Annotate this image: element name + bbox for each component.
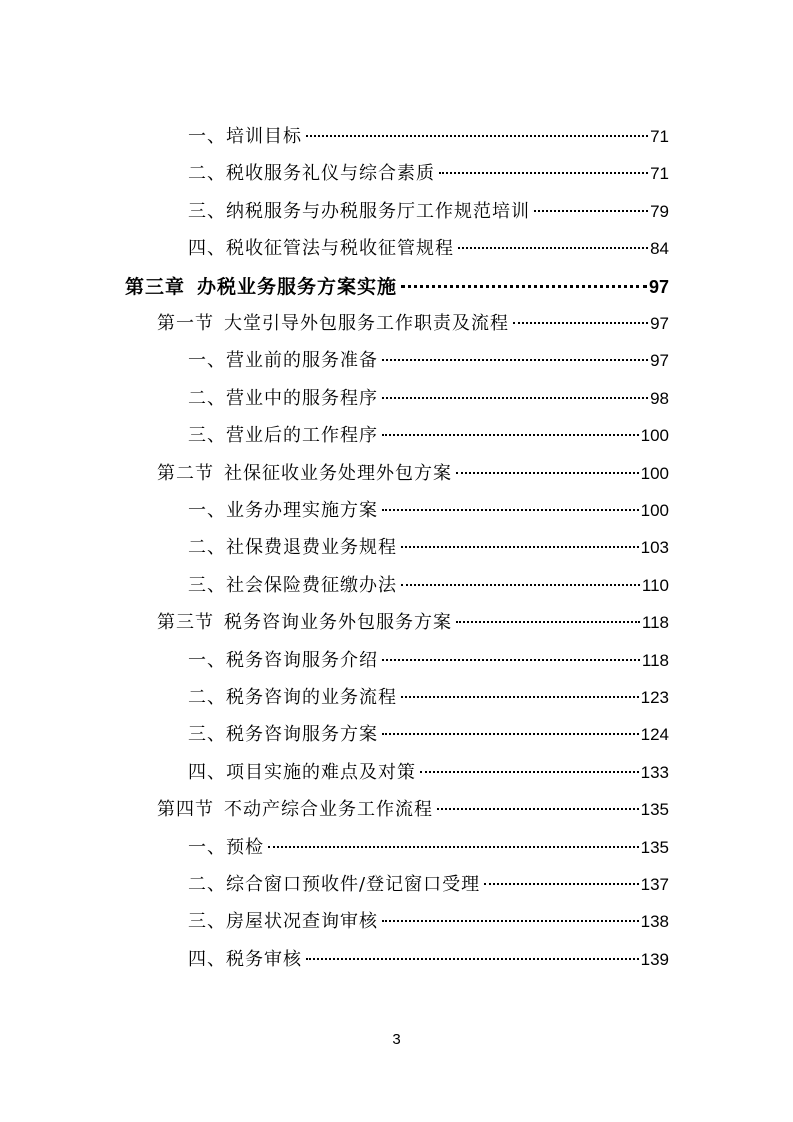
toc-entry-item[interactable] xyxy=(188,160,669,188)
toc-entry-number: 一、 xyxy=(188,836,226,858)
toc-entry-item[interactable] xyxy=(188,684,669,712)
toc-dot-leader xyxy=(382,920,639,922)
toc-entry-page-number: 123 xyxy=(640,688,669,707)
toc-entry-item[interactable] xyxy=(188,759,669,787)
toc-entry-page-number: 138 xyxy=(640,912,669,932)
toc-entry-number: 四、 xyxy=(188,761,226,783)
toc-entry-title: 业务办理实施方案 xyxy=(226,500,378,521)
toc-entry-page-number: 100 xyxy=(640,426,669,446)
toc-dot-leader xyxy=(382,434,639,436)
toc-entry-number: 二、 xyxy=(188,687,226,708)
toc-entry-item[interactable] xyxy=(188,572,669,600)
toc-entry-number: 一、 xyxy=(188,126,226,147)
toc-entry-title: 综合窗口预收件/登记窗口受理 xyxy=(226,874,481,895)
toc-dot-leader xyxy=(456,621,640,623)
toc-entry-title: 税收征管法与税收征管规程 xyxy=(226,238,454,260)
toc-dot-leader xyxy=(306,958,639,960)
toc-entry-page-number: 79 xyxy=(650,201,669,221)
toc-entry-number: 第四节 xyxy=(157,799,214,821)
toc-entry-number: 一、 xyxy=(188,649,226,671)
toc-entry-number: 三、 xyxy=(188,724,226,746)
toc-entry-title: 社会保险费征缴办法 xyxy=(226,574,397,596)
toc-entry-number: 二、 xyxy=(188,387,226,409)
toc-entry-page-number: 135 xyxy=(640,800,669,820)
toc-entry-page-number: 118 xyxy=(641,650,669,670)
toc-entry-title: 营业后的工作程序 xyxy=(226,425,378,447)
toc-entry-number: 一、 xyxy=(188,350,226,372)
toc-entry-page-number: 124 xyxy=(640,725,669,745)
toc-entry-chapter[interactable] xyxy=(125,273,669,301)
toc-dot-leader xyxy=(534,210,648,212)
toc-entry-number: 三、 xyxy=(188,574,226,596)
toc-dot-leader xyxy=(439,172,648,174)
toc-entry-item[interactable] xyxy=(188,534,669,562)
toc-entry-title: 大堂引导外包服务工作职责及流程 xyxy=(224,313,509,334)
toc-entry-section[interactable] xyxy=(157,460,669,488)
toc-entry-item[interactable] xyxy=(188,946,669,974)
toc-entry-title: 税务审核 xyxy=(226,948,302,970)
toc-entry-page-number: 97 xyxy=(650,351,669,371)
toc-entry-title: 税务咨询的业务流程 xyxy=(226,687,397,708)
toc-entry-title: 预检 xyxy=(226,836,264,858)
toc-entry-title: 房屋状况查询审核 xyxy=(226,911,378,933)
toc-entry-item[interactable] xyxy=(188,123,669,151)
toc-entry-title: 社保征收业务处理外包方案 xyxy=(224,462,452,484)
toc-entry-item[interactable] xyxy=(188,422,669,450)
toc-entry-page-number: 103 xyxy=(640,538,669,558)
toc-entry-title: 不动产综合业务工作流程 xyxy=(224,799,433,821)
toc-entry-item[interactable] xyxy=(188,497,669,525)
toc-entry-number: 三、 xyxy=(188,911,226,933)
toc-entry-item[interactable] xyxy=(188,647,669,675)
toc-dot-leader xyxy=(268,846,639,848)
toc-entry-item[interactable] xyxy=(188,198,669,226)
page-number: 3 xyxy=(392,1031,401,1048)
toc-dot-leader xyxy=(382,397,648,399)
toc-entry-item[interactable] xyxy=(188,385,669,413)
toc-entry-number: 第一节 xyxy=(157,313,214,334)
toc-entry-title: 税务咨询业务外包服务方案 xyxy=(224,612,452,634)
toc-entry-number: 二、 xyxy=(188,874,226,895)
toc-entry-page-number: 100 xyxy=(640,463,669,483)
toc-dot-leader xyxy=(382,659,640,661)
toc-entry-page-number: 71 xyxy=(650,164,669,184)
toc-dot-leader xyxy=(401,285,647,288)
toc-entry-title: 培训目标 xyxy=(226,126,302,147)
toc-entry-title: 营业前的服务准备 xyxy=(226,350,378,372)
toc-dot-leader xyxy=(401,584,640,586)
toc-entry-title: 社保费退费业务规程 xyxy=(226,537,397,559)
toc-entry-title: 税务咨询服务介绍 xyxy=(226,649,378,671)
toc-entry-page-number: 110 xyxy=(641,575,669,595)
toc-entry-number: 第三节 xyxy=(157,612,214,634)
toc-entry-page-number: 71 xyxy=(650,127,669,146)
toc-entry-page-number: 84 xyxy=(650,239,669,259)
toc-dot-leader xyxy=(513,322,648,324)
toc-entry-number: 四、 xyxy=(188,238,226,260)
toc-entry-title: 税务咨询服务方案 xyxy=(226,724,378,746)
toc-dot-leader xyxy=(382,733,639,735)
toc-entry-number: 一、 xyxy=(188,500,226,521)
toc-entry-section[interactable] xyxy=(157,310,669,338)
toc-entry-item[interactable] xyxy=(188,235,669,263)
toc-dot-leader xyxy=(456,472,639,474)
toc-dot-leader xyxy=(401,546,639,548)
toc-entry-page-number: 118 xyxy=(641,613,669,633)
toc-entry-number: 三、 xyxy=(188,425,226,447)
toc-entry-page-number: 98 xyxy=(650,388,669,408)
toc-entry-number: 四、 xyxy=(188,948,226,970)
toc-entry-number: 二、 xyxy=(188,163,226,185)
toc-entry-item[interactable] xyxy=(188,908,669,936)
toc-dot-leader xyxy=(420,771,639,773)
toc-entry-number: 三、 xyxy=(188,200,226,222)
toc-entry-section[interactable] xyxy=(157,609,669,637)
toc-entry-page-number: 133 xyxy=(640,762,669,782)
toc-entry-title: 项目实施的难点及对策 xyxy=(226,761,416,783)
toc-dot-leader xyxy=(306,135,648,137)
toc-entry-page-number: 97 xyxy=(650,314,669,333)
toc-dot-leader xyxy=(484,883,639,885)
toc-dot-leader xyxy=(437,808,639,810)
toc-entry-item[interactable] xyxy=(188,347,669,375)
toc-dot-leader xyxy=(382,359,648,361)
toc-dot-leader xyxy=(382,509,639,511)
toc-entry-number: 第三章 xyxy=(125,275,186,298)
toc-entry-number: 二、 xyxy=(188,537,226,559)
toc-entry-title: 营业中的服务程序 xyxy=(226,387,378,409)
toc-entry-title: 办税业务服务方案实施 xyxy=(197,275,398,298)
toc-entry-title: 纳税服务与办税服务厅工作规范培训 xyxy=(226,200,530,222)
toc-entry-number: 第二节 xyxy=(157,462,214,484)
toc-entry-item[interactable] xyxy=(188,834,669,862)
toc-entry-title: 税收服务礼仪与综合素质 xyxy=(226,163,435,185)
toc-entry-page-number: 100 xyxy=(640,501,669,520)
toc-dot-leader xyxy=(458,247,648,249)
toc-entry-section[interactable] xyxy=(157,796,669,824)
toc-entry-page-number: 135 xyxy=(640,837,669,857)
toc-dot-leader xyxy=(401,696,639,698)
toc-entry-page-number: 97 xyxy=(648,276,669,297)
toc-entry-page-number: 139 xyxy=(640,949,669,969)
toc-entry-page-number: 137 xyxy=(640,875,669,894)
toc-entry-item[interactable] xyxy=(188,871,669,899)
toc-entry-item[interactable] xyxy=(188,721,669,749)
